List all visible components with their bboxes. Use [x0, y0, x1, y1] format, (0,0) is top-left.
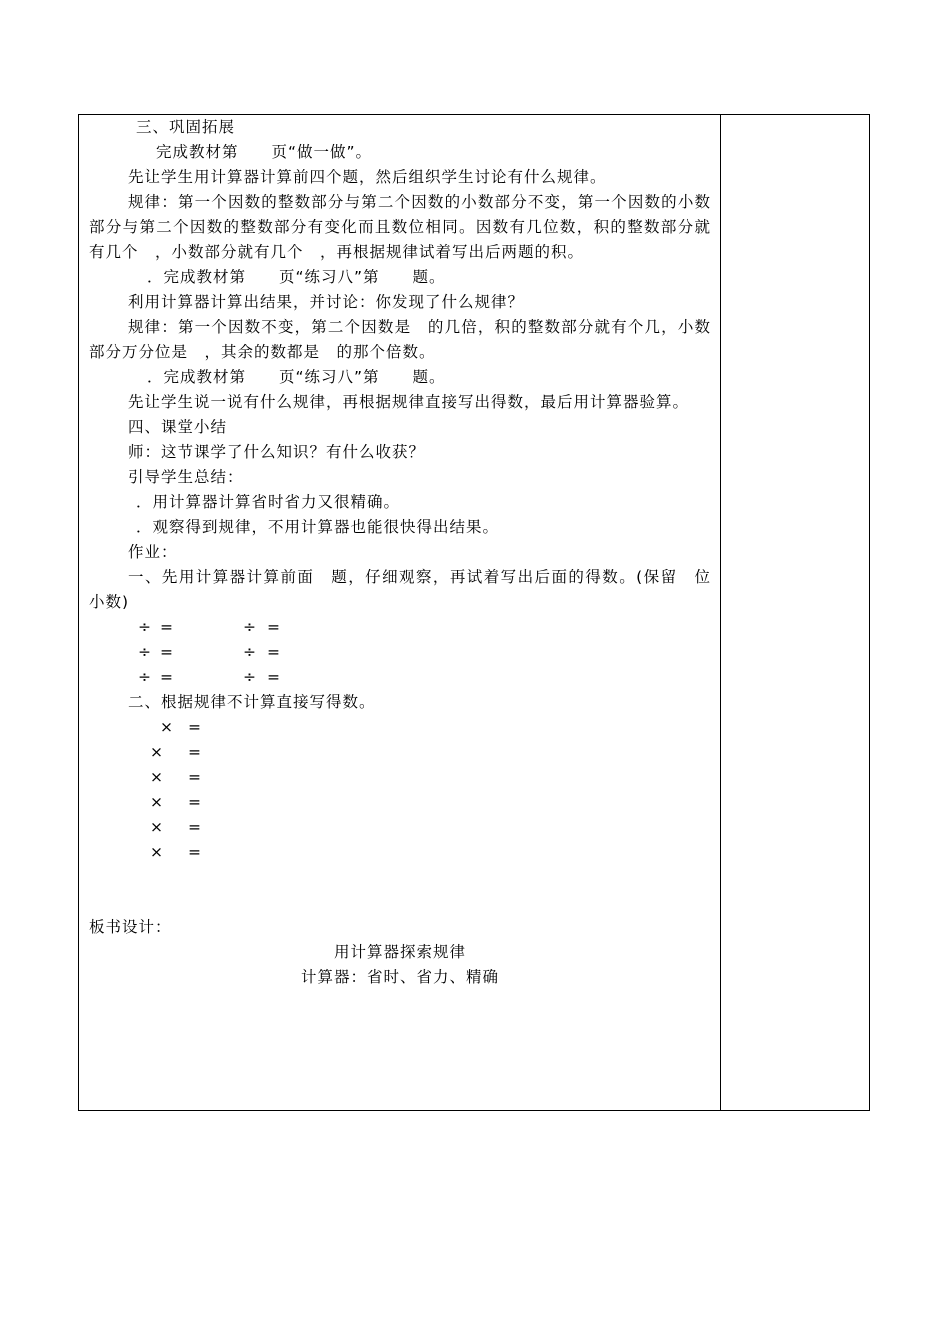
lesson-table: [78, 114, 870, 1111]
times-sign: ×: [150, 843, 164, 861]
equals-sign: =: [267, 643, 281, 661]
multiplication-row: [89, 840, 711, 865]
section-heading-summary: 四、课堂小结: [128, 418, 228, 436]
text-line: 完成教材第 页“做一做”。: [156, 143, 373, 161]
division-row: [89, 640, 711, 665]
text-line: ．完成教材第 页“练习八”第 题。: [147, 368, 446, 386]
lesson-content-cell: [89, 115, 711, 990]
multiplication-row: [89, 790, 711, 815]
equals-sign: =: [267, 668, 281, 686]
text-line: 引导学生总结：: [128, 468, 244, 486]
board-subtitle: 计算器：省时、省力、精确: [300, 968, 499, 986]
text-line: 师：这节课学了什么知识？有什么收获？: [128, 443, 426, 461]
board-title: 用计算器探索规律: [333, 943, 466, 961]
equals-sign: =: [267, 618, 281, 636]
times-sign: ×: [150, 818, 164, 836]
notes-cell: [721, 115, 869, 1110]
divide-sign: ÷: [138, 643, 152, 661]
equals-sign: =: [160, 618, 174, 636]
equals-sign: =: [188, 768, 202, 786]
times-sign: ×: [150, 768, 164, 786]
homework-heading: 作业：: [128, 543, 178, 561]
equals-sign: =: [160, 643, 174, 661]
text-line: ．观察得到规律，不用计算器也能很快得出结果。: [136, 518, 500, 536]
homework-item-two: 二、根据规律不计算直接写得数。: [128, 693, 376, 711]
text-line: 利用计算器计算出结果，并讨论：你发现了什么规律？: [128, 293, 525, 311]
equals-sign: =: [188, 818, 202, 836]
text-paragraph: 规律：第一个因数的整数部分与第二个因数的小数部分不变，第一个因数的小数部分与第二个因数的整数部分有变化而且数位相同。因数有几位数，积的整数部分就有几个 ，小数部分就有几个 ，再根据规律试着写出后两题的积。: [89, 193, 711, 261]
divide-sign: ÷: [243, 668, 257, 686]
multiplication-row: [89, 715, 711, 740]
divide-sign: ÷: [243, 618, 257, 636]
board-design-label: 板书设计：: [89, 918, 172, 936]
times-sign: ×: [150, 793, 164, 811]
equals-sign: =: [188, 743, 202, 761]
text-line: ．用计算器计算省时省力又很精确。: [136, 493, 401, 511]
multiplication-row: [89, 815, 711, 840]
division-row: [89, 665, 711, 690]
division-row: [89, 615, 711, 640]
equals-sign: =: [188, 843, 202, 861]
equals-sign: =: [188, 718, 202, 736]
multiplication-row: [89, 765, 711, 790]
text-paragraph: 规律：第一个因数不变，第二个因数是 的几倍，积的整数部分就有个几，小数部分万分位是 ，其余的数都是 的那个倍数。: [89, 318, 711, 361]
text-line: 先让学生用计算器计算前四个题，然后组织学生讨论有什么规律。: [128, 168, 607, 186]
section-heading-consolidate: 三、巩固拓展: [136, 118, 236, 136]
divide-sign: ÷: [138, 668, 152, 686]
equals-sign: =: [188, 793, 202, 811]
multiplication-row: [89, 740, 711, 765]
times-sign: ×: [160, 718, 174, 736]
times-sign: ×: [150, 743, 164, 761]
homework-item-one: 一、先用计算器计算前面 题，仔细观察，再试着写出后面的得数。(保留 位小数): [89, 568, 711, 611]
divide-sign: ÷: [243, 643, 257, 661]
text-line: ．完成教材第 页“练习八”第 题。: [147, 268, 446, 286]
text-paragraph: 先让学生说一说有什么规律，再根据规律直接写出得数，最后用计算器验算。: [128, 393, 690, 411]
equals-sign: =: [160, 668, 174, 686]
divide-sign: ÷: [138, 618, 152, 636]
spacer: [89, 865, 711, 915]
